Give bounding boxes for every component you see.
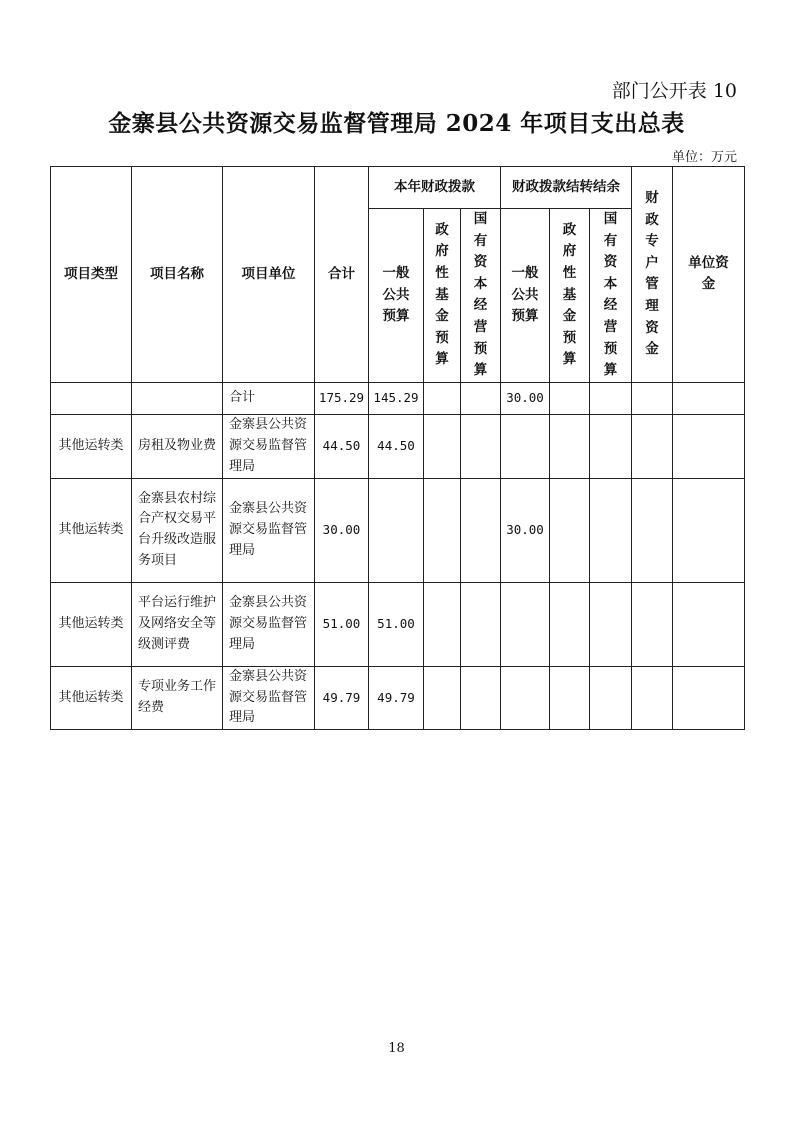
cell-co-gov-fund — [550, 478, 590, 582]
cell-co-general: 30.00 — [501, 478, 550, 582]
header-unit: 项目单位 — [223, 167, 315, 383]
cell-cy-general: 49.79 — [369, 666, 424, 729]
header-co-gov-fund: 政 府 性 基 金 预 算 — [550, 209, 590, 383]
table-row — [51, 382, 745, 414]
cell-unit: 合计 — [223, 382, 315, 414]
cell-total: 49.79 — [315, 666, 369, 729]
header-total: 合计 — [315, 167, 369, 383]
table-row — [51, 478, 745, 582]
cell-unit: 金寨县公共资源交易监督管理局 — [223, 582, 315, 666]
cell-cy-gov-fund — [424, 478, 461, 582]
cell-cy-general: 145.29 — [369, 382, 424, 414]
cell-name: 金寨县农村综合产权交易平台升级改造服务项目 — [132, 478, 223, 582]
cell-cy-state-capital — [461, 478, 501, 582]
cell-co-general: 30.00 — [501, 382, 550, 414]
cell-name: 平台运行维护及网络安全等级测评费 — [132, 582, 223, 666]
cell-co-gov-fund — [550, 582, 590, 666]
cell-special-account — [632, 414, 673, 478]
cell-cy-state-capital — [461, 582, 501, 666]
cell-co-state-capital — [590, 582, 632, 666]
unit-label: 单位：万元 — [671, 150, 737, 165]
header-cy-general: 一般 公共 预算 — [369, 209, 424, 383]
header-cy-state-capital: 国 有 资 本 经 营 预 算 — [461, 209, 501, 383]
cell-own-funds — [673, 478, 745, 582]
cell-total: 44.50 — [315, 414, 369, 478]
header-cy-gov-fund: 政 府 性 基 金 预 算 — [424, 209, 461, 383]
cell-unit: 金寨县公共资源交易监督管理局 — [223, 478, 315, 582]
cell-total: 30.00 — [315, 478, 369, 582]
table-number: 部门公开表 10 — [611, 80, 737, 102]
cell-type — [51, 382, 132, 414]
cell-own-funds — [673, 666, 745, 729]
header-special-account: 财 政 专 户 管 理 资 金 — [632, 167, 673, 383]
cell-type: 其他运转类 — [51, 582, 132, 666]
cell-type: 其他运转类 — [51, 666, 132, 729]
cell-type: 其他运转类 — [51, 414, 132, 478]
cell-cy-state-capital — [461, 666, 501, 729]
table-row — [51, 414, 745, 478]
cell-co-gov-fund — [550, 666, 590, 729]
cell-unit: 金寨县公共资源交易监督管理局 — [223, 414, 315, 478]
header-type: 项目类型 — [51, 167, 132, 383]
cell-co-state-capital — [590, 382, 632, 414]
page-title: 金寨县公共资源交易监督管理局 2024 年项目支出总表 — [108, 110, 685, 137]
header-name: 项目名称 — [132, 167, 223, 383]
cell-co-gov-fund — [550, 414, 590, 478]
cell-total: 175.29 — [315, 382, 369, 414]
cell-co-gov-fund — [550, 382, 590, 414]
header-co-general: 一般 公共 预算 — [501, 209, 550, 383]
header-current-year: 本年财政拨款 — [369, 167, 501, 209]
cell-own-funds — [673, 582, 745, 666]
cell-name: 房租及物业费 — [132, 414, 223, 478]
cell-cy-state-capital — [461, 382, 501, 414]
table-row — [51, 582, 745, 666]
cell-name — [132, 382, 223, 414]
cell-cy-general — [369, 478, 424, 582]
cell-cy-gov-fund — [424, 666, 461, 729]
cell-cy-gov-fund — [424, 582, 461, 666]
cell-cy-general: 44.50 — [369, 414, 424, 478]
cell-cy-state-capital — [461, 414, 501, 478]
cell-type: 其他运转类 — [51, 478, 132, 582]
cell-special-account — [632, 382, 673, 414]
cell-co-general — [501, 666, 550, 729]
cell-name: 专项业务工作经费 — [132, 666, 223, 729]
header-own-funds: 单位资 金 — [673, 167, 745, 383]
cell-co-general — [501, 582, 550, 666]
cell-unit: 金寨县公共资源交易监督管理局 — [223, 666, 315, 729]
cell-co-state-capital — [590, 478, 632, 582]
cell-own-funds — [673, 414, 745, 478]
header-co-state-capital: 国 有 资 本 经 营 预 算 — [590, 209, 632, 383]
project-expenditure-table — [50, 166, 745, 730]
cell-total: 51.00 — [315, 582, 369, 666]
table-row — [51, 666, 745, 729]
page-number: 18 — [388, 1041, 405, 1056]
cell-co-general — [501, 414, 550, 478]
cell-co-state-capital — [590, 414, 632, 478]
cell-cy-gov-fund — [424, 382, 461, 414]
header-carryover: 财政拨款结转结余 — [501, 167, 632, 209]
cell-special-account — [632, 666, 673, 729]
cell-co-state-capital — [590, 666, 632, 729]
cell-special-account — [632, 582, 673, 666]
cell-special-account — [632, 478, 673, 582]
cell-cy-gov-fund — [424, 414, 461, 478]
cell-cy-general: 51.00 — [369, 582, 424, 666]
cell-own-funds — [673, 382, 745, 414]
